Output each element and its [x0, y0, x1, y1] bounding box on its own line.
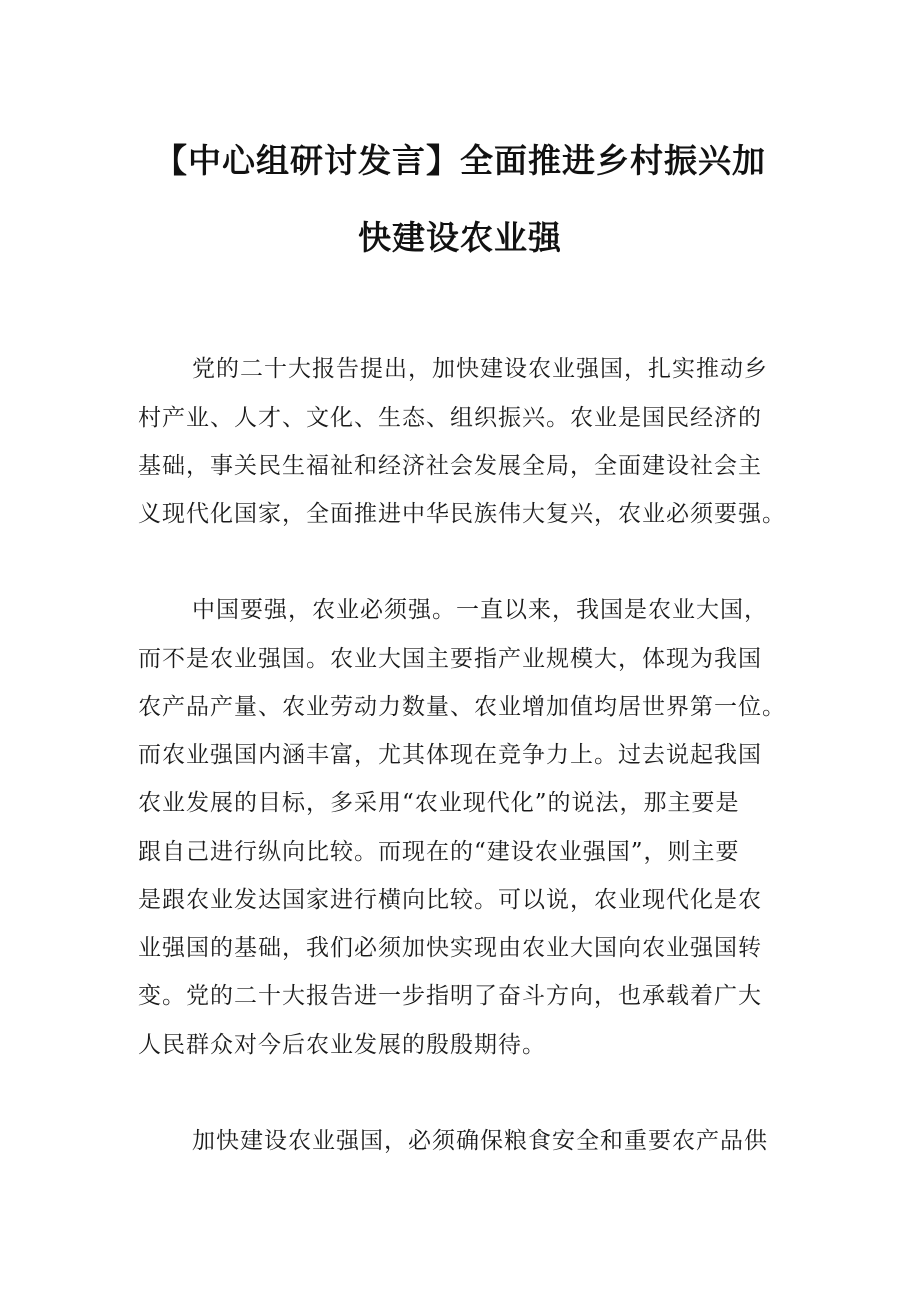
paragraph-2-line-10: 人民群众对今后农业发展的殷殷期待。	[138, 1032, 546, 1058]
document-title-line-2: 快建设农业强	[358, 218, 562, 257]
paragraph-2-line-8: 业强国的基础，我们必须加快实现由农业大国向农业强国转	[138, 935, 762, 961]
paragraph-1-line-3: 基础，事关民生福祉和经济社会发展全局，全面建设社会主	[138, 453, 762, 479]
paragraph-2-line-3: 农产品产量、农业劳动力数量、农业增加值均居世界第一位。	[138, 694, 786, 720]
paragraph-2-line-1: 中国要强，农业必须强。一直以来，我国是农业大国，	[192, 597, 768, 623]
paragraph-1-line-1: 党的二十大报告提出，加快建设农业强国，扎实推动乡	[192, 356, 768, 382]
paragraph-1-line-2: 村产业、人才、文化、生态、组织振兴。农业是国民经济的	[138, 405, 762, 431]
paragraph-2-line-5: 农业发展的目标，多采用“农业现代化”的说法，那主要是	[138, 790, 740, 816]
paragraph-2-line-2: 而不是农业强国。农业大国主要指产业规模大，体现为我国	[138, 646, 762, 672]
paragraph-2-line-4: 而农业强国内涵丰富，尤其体现在竞争力上。过去说起我国	[138, 742, 762, 768]
paragraph-2-line-9: 变。党的二十大报告进一步指明了奋斗方向，也承载着广大	[138, 983, 762, 1009]
paragraph-1-line-4: 义现代化国家，全面推进中华民族伟大复兴，农业必须要强。	[138, 501, 786, 527]
paragraph-2-line-7: 是跟农业发达国家进行横向比较。可以说，农业现代化是农	[138, 887, 762, 913]
paragraph-2-line-6: 跟自己进行纵向比较。而现在的“建设农业强国”，则主要	[138, 839, 740, 865]
paragraph-3-line-1: 加快建设农业强国，必须确保粮食安全和重要农产品供	[192, 1128, 768, 1154]
document-title-line-1: 【中心组研讨发言】全面推进乡村振兴加	[154, 141, 766, 180]
